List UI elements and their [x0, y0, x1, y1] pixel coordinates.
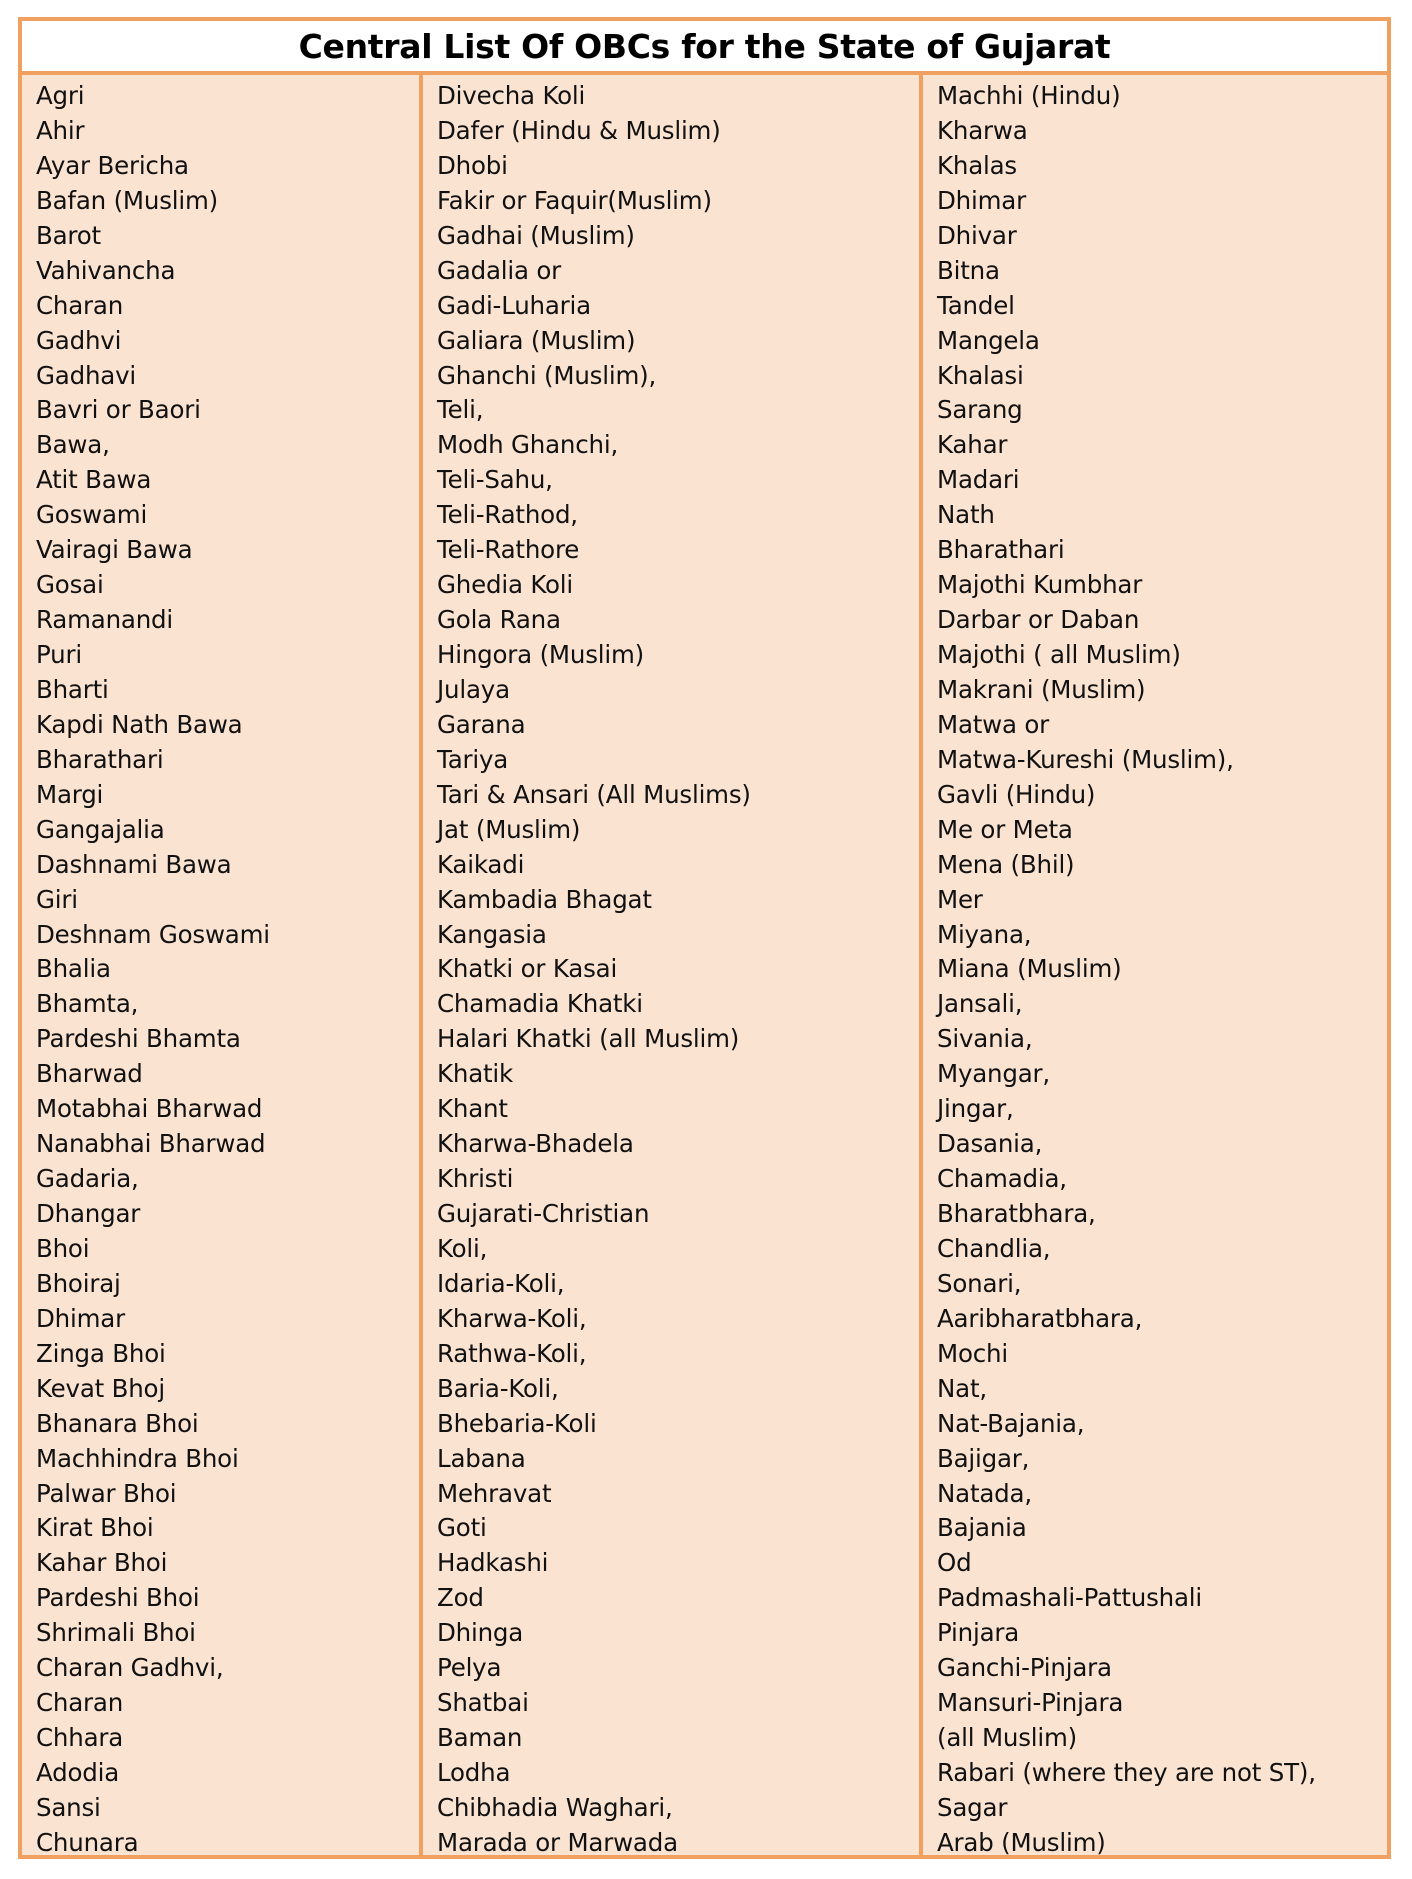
list-item: Bhebaria-Koli: [437, 1408, 597, 1438]
list-item: Mehravat: [437, 1478, 552, 1508]
list-item: Gadhai (Muslim): [437, 220, 635, 250]
list-item: Marada or Marwada: [437, 1827, 678, 1857]
list-item: Bitna: [937, 255, 1000, 285]
list-item: Dafer (Hindu & Muslim): [437, 115, 721, 145]
list-item: Charan: [36, 1688, 124, 1718]
list-item: Gavli (Hindu): [937, 779, 1096, 809]
list-item: Lodha: [437, 1758, 511, 1787]
list-item: Nanabhai Bharwad: [36, 1129, 266, 1159]
column-1: [22, 75, 423, 1855]
list-item: Kharwa-Koli,: [437, 1303, 587, 1333]
list-item: Teli-Rathod,: [437, 500, 578, 530]
title-bar: [22, 21, 1387, 75]
list-item: Ganchi-Pinjara: [937, 1653, 1112, 1683]
list-item: Bhanara Bhoi: [36, 1408, 199, 1438]
list-item: Khalasi: [937, 360, 1024, 390]
list-item: Ahir: [36, 115, 85, 145]
list-item: Modh Ghanchi,: [437, 430, 619, 460]
list-item: Khristi: [437, 1164, 514, 1194]
list-item: Agri: [36, 81, 85, 110]
list-item: Khatki or Kasai: [437, 954, 618, 984]
list-item: Matwa or: [937, 709, 1050, 739]
list-item: Padmashali-Pattushali: [937, 1583, 1203, 1613]
list-item: Mer: [937, 884, 983, 914]
list-item: Kirat Bhoi: [36, 1513, 154, 1543]
list-item: Ghanchi (Muslim),: [437, 360, 657, 390]
list-item: Teli,: [437, 395, 484, 425]
list-item: Vairagi Bawa: [36, 535, 193, 565]
list-item: Bhoiraj: [36, 1268, 121, 1298]
list-item: Bajigar,: [937, 1443, 1030, 1473]
list-item: Bharatbhara,: [937, 1199, 1096, 1228]
list-item: Bawa,: [36, 430, 110, 460]
list-item: Dhobi: [437, 150, 508, 180]
list-item: Chhara: [36, 1723, 124, 1753]
list-item: Madari: [937, 465, 1020, 495]
list-item: Labana: [437, 1443, 526, 1473]
list-item: Sivania,: [937, 1024, 1033, 1054]
list-item: Bharathari: [937, 535, 1065, 565]
list-item: Miana (Muslim): [937, 954, 1122, 984]
list-item: Machhi (Hindu): [937, 81, 1121, 110]
list-item: Divecha Koli: [437, 81, 586, 110]
list-item: Julaya: [437, 674, 510, 704]
list-item: Gadhvi: [36, 325, 122, 355]
list-item: Baria-Koli,: [437, 1373, 559, 1403]
list-item: Machhindra Bhoi: [36, 1443, 239, 1473]
list-item: Chunara: [36, 1827, 139, 1857]
list-item: Galiara (Muslim): [437, 325, 636, 355]
list-item: Kapdi Nath Bawa: [36, 709, 243, 739]
list-item: Palwar Bhoi: [36, 1478, 177, 1508]
list-item: Shrimali Bhoi: [36, 1618, 196, 1648]
list-item: Chandlia,: [937, 1233, 1051, 1263]
list-item: Kangasia: [437, 919, 547, 949]
list-item: Kevat Bhoj: [36, 1373, 165, 1403]
list-item: Bavri or Baori: [36, 395, 201, 425]
list-item: Teli-Sahu,: [437, 465, 553, 495]
list-item: Arab (Muslim): [937, 1827, 1106, 1857]
list-item: Zod: [437, 1583, 484, 1613]
list-item: Atit Bawa: [36, 465, 152, 495]
list-item: Miyana,: [937, 919, 1032, 949]
list-item: Barot: [36, 220, 101, 250]
list-item: Idaria-Koli,: [437, 1268, 565, 1298]
list-item: Motabhai Bharwad: [36, 1094, 263, 1124]
list-item: Rabari (where they are not ST),: [937, 1758, 1316, 1787]
list-item: Chamadia Khatki: [437, 989, 643, 1019]
list-item: Majothi Kumbhar: [937, 570, 1143, 600]
list-item: Pardeshi Bhoi: [36, 1583, 200, 1613]
list-item: Dashnami Bawa: [36, 849, 232, 879]
list-item: Jansali,: [937, 989, 1023, 1019]
list-item: Deshnam Goswami: [36, 919, 270, 949]
list-item: Dhivar: [937, 220, 1017, 250]
table-columns: [22, 75, 1387, 1855]
list-item: Bafan (Muslim): [36, 185, 219, 215]
list-item: Bharathari: [36, 744, 164, 774]
list-item: Tariya: [437, 744, 509, 774]
list-item: Dhimar: [937, 185, 1026, 215]
list-item: Jingar,: [937, 1094, 1014, 1124]
list-item: Natada,: [937, 1478, 1032, 1508]
list-item: Gadhavi: [36, 360, 136, 390]
list-item: Vahivancha: [36, 255, 176, 285]
list-item: Charan: [36, 290, 124, 320]
list-item: Tandel: [937, 290, 1015, 320]
list-item: Khant: [437, 1094, 508, 1124]
obc-list-table: [18, 17, 1391, 1859]
list-item: Puri: [36, 640, 82, 669]
list-item: Nath: [937, 500, 995, 530]
list-item: Pelya: [437, 1653, 502, 1683]
list-item: Ramanandi: [36, 605, 174, 635]
list-item: Sansi: [36, 1792, 101, 1822]
list-item: Dasania,: [937, 1129, 1043, 1159]
list-item: Bhoi: [36, 1233, 90, 1263]
list-item: Chamadia,: [937, 1164, 1067, 1194]
list-item: Pardeshi Bhamta: [36, 1024, 241, 1054]
list-item: Gadaria,: [36, 1164, 139, 1194]
list-item: Baman: [437, 1723, 523, 1753]
list-item: Rathwa-Koli,: [437, 1338, 587, 1368]
list-item: Charan Gadhvi,: [36, 1653, 224, 1683]
list-item: Sarang: [937, 395, 1023, 425]
list-item: Halari Khatki (all Muslim): [437, 1024, 740, 1054]
list-item: Kharwa-Bhadela: [437, 1129, 634, 1159]
list-item: Ayar Bericha: [36, 150, 189, 180]
list-item: Koli,: [437, 1233, 488, 1263]
page-title: Central List Of OBCs for the State of Gujarat: [298, 26, 1111, 66]
list-item: Darbar or Daban: [937, 605, 1140, 635]
list-item: Mansuri-Pinjara: [937, 1688, 1124, 1718]
list-item: Gangajalia: [36, 814, 165, 844]
list-item: Dhangar: [36, 1199, 141, 1228]
list-item: Makrani (Muslim): [937, 674, 1146, 704]
list-item: Goswami: [36, 500, 148, 530]
list-item: Bhamta,: [36, 989, 139, 1019]
list-item: Nat-Bajania,: [937, 1408, 1085, 1438]
list-item: Pinjara: [937, 1618, 1020, 1648]
list-item: Sonari,: [937, 1268, 1022, 1298]
list-item: Mena (Bhil): [937, 849, 1075, 879]
list-item: Gosai: [36, 570, 104, 600]
list-item: Matwa-Kureshi (Muslim),: [937, 744, 1234, 774]
list-item: Khalas: [937, 150, 1017, 180]
list-item: Bajania: [937, 1513, 1027, 1543]
list-item: Hingora (Muslim): [437, 640, 644, 669]
list-item: Adodia: [36, 1758, 120, 1787]
list-item: Ghedia Koli: [437, 570, 573, 600]
list-item: Giri: [36, 884, 78, 914]
list-item: Aaribharatbhara,: [937, 1303, 1143, 1333]
list-item: Nat,: [937, 1373, 987, 1403]
list-item: Garana: [437, 709, 526, 739]
list-item: Tari & Ansari (All Muslims): [437, 779, 751, 809]
list-item: Kaikadi: [437, 849, 525, 879]
list-item: Gola Rana: [437, 605, 561, 635]
list-item: Sagar: [937, 1792, 1008, 1822]
list-item: Margi: [36, 779, 104, 809]
list-item: Jat (Muslim): [437, 814, 581, 844]
list-item: Gujarati-Christian: [437, 1199, 650, 1228]
list-item: Goti: [437, 1513, 487, 1543]
list-item: Bharwad: [36, 1059, 143, 1089]
list-item: Kambadia Bhagat: [437, 884, 652, 914]
list-item: Gadi-Luharia: [437, 290, 591, 320]
list-item: Me or Meta: [937, 814, 1073, 844]
list-item: Mochi: [937, 1338, 1008, 1368]
list-item: Kahar Bhoi: [36, 1548, 168, 1578]
list-item: Dhinga: [437, 1618, 524, 1648]
list-item: Dhimar: [36, 1303, 125, 1333]
list-item: Bharti: [36, 674, 109, 704]
list-item: Zinga Bhoi: [36, 1338, 166, 1368]
list-item: Fakir or Faquir(Muslim): [437, 185, 712, 215]
list-item: Myangar,: [937, 1059, 1051, 1089]
list-item: Shatbai: [437, 1688, 529, 1718]
list-item: Khatik: [437, 1059, 514, 1089]
column-2: [423, 75, 923, 1855]
list-item: Bhalia: [36, 954, 111, 984]
list-item: Teli-Rathore: [437, 535, 580, 565]
column-3: [923, 75, 1387, 1855]
list-item: Mangela: [937, 325, 1040, 355]
list-item: Majothi ( all Muslim): [937, 640, 1181, 669]
list-item: Kharwa: [937, 115, 1028, 145]
list-item: Chibhadia Waghari,: [437, 1792, 673, 1822]
list-item: Gadalia or: [437, 255, 562, 285]
list-item: Od: [937, 1548, 972, 1578]
list-item: Hadkashi: [437, 1548, 549, 1578]
list-item: Kahar: [937, 430, 1008, 460]
list-item: (all Muslim): [937, 1723, 1078, 1753]
